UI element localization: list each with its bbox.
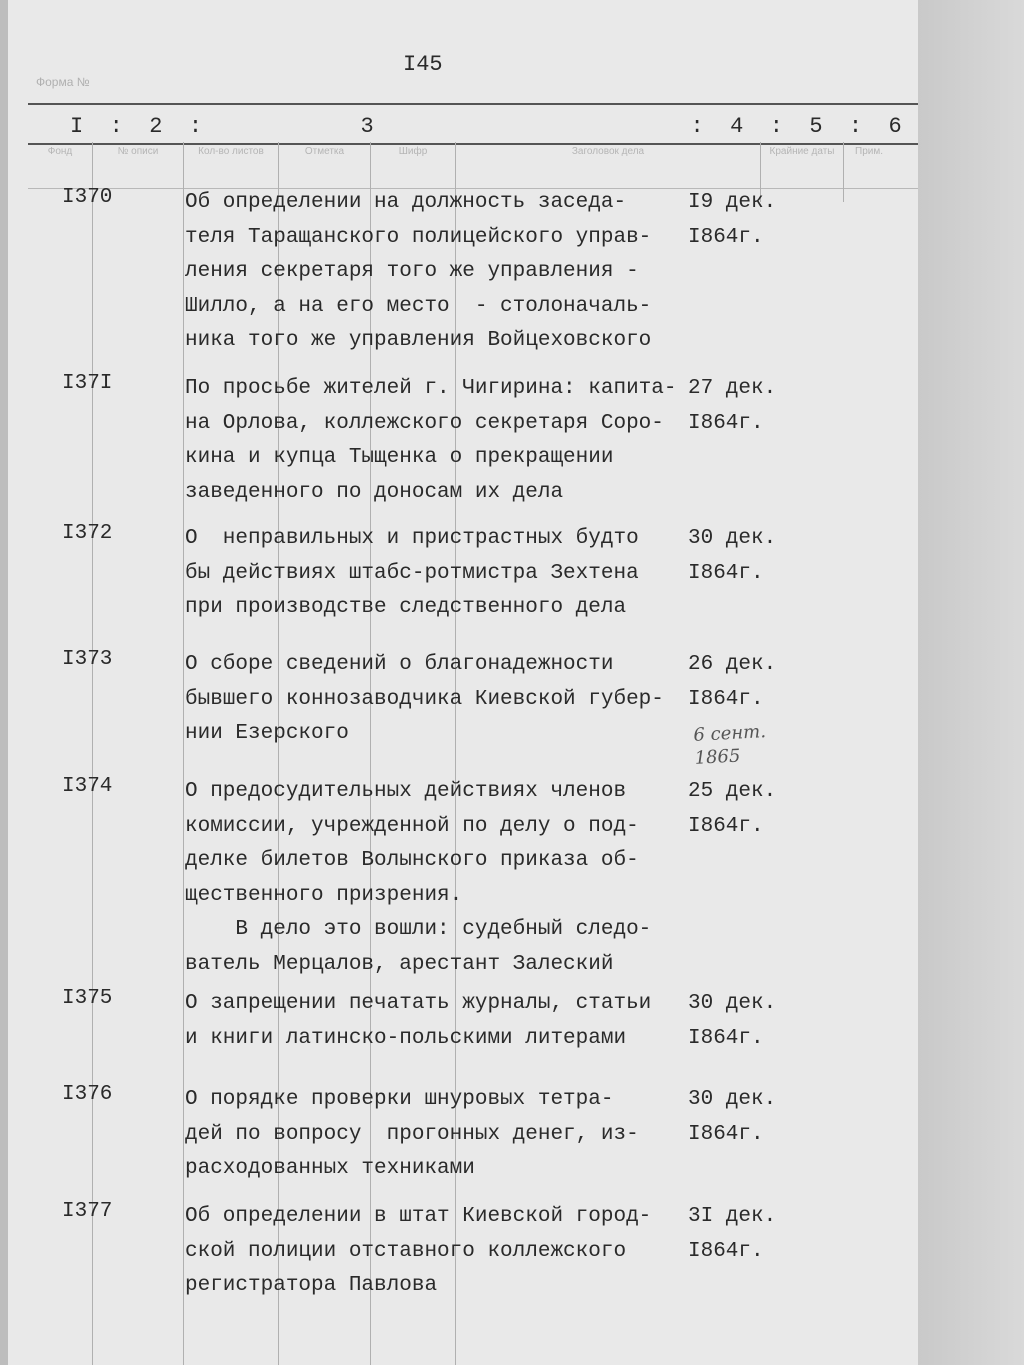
form-label: Форма № (36, 75, 90, 89)
entry-title-line: О неправильных и пристрастных будто (185, 527, 639, 550)
entry-title-line: О предосудительных действиях членов (185, 780, 627, 803)
entry-date-line: I864г. (688, 1026, 764, 1050)
entry-date-line: I864г. (688, 687, 764, 711)
column-numbers: I : 2 : 3 : 4 : 5 : 6 (70, 114, 902, 139)
entry-date-line: I864г. (688, 411, 764, 435)
entry-title-line: По просьбе жителей г. Чигирина: капита- (185, 377, 677, 400)
entry-title-line: дей по вопросу прогонных денег, из- (185, 1122, 639, 1146)
handwritten-note-line: 6 сент. (692, 721, 767, 746)
header-notes: Прим. (855, 146, 883, 157)
column-divider (92, 142, 93, 1365)
entry-title-line: щественного призрения. (185, 883, 463, 907)
entry-date (688, 987, 776, 1056)
header-fond: Фонд (47, 146, 73, 157)
entry-date-line: 26 дек. (688, 653, 777, 676)
handwritten-note (693, 720, 768, 770)
entry-date-line: 27 дек. (688, 377, 777, 400)
entry-title-line: заведенного по доносам их дела (185, 480, 564, 504)
entry-date-line: 30 дек. (688, 527, 777, 550)
entry-date-line: 25 дек. (688, 780, 777, 803)
entry-title-line: бы действиях штабс-ротмистра Зехтена (185, 561, 639, 585)
header-sheets: Кол-во листов (198, 146, 264, 157)
entry-date-line: 30 дек. (688, 992, 777, 1015)
page-edge (918, 0, 1024, 1365)
entry-date-line: 3I дек. (688, 1205, 777, 1228)
entry-title-line: О запрещении печатать журналы, статьи (185, 992, 652, 1015)
entry-title-line: ватель Мерцалов, арестант Залеский (185, 952, 614, 976)
entry-title-line: регистратора Павлова (185, 1274, 438, 1297)
entry-title (185, 1200, 651, 1304)
entry-number: I37I (62, 372, 113, 395)
header-mark: Отметка (304, 146, 345, 157)
entry-date-line: I864г. (688, 225, 764, 249)
header-rule-top (28, 103, 928, 105)
entry-title (185, 648, 664, 752)
entry-number: I377 (62, 1200, 113, 1223)
entry-title-line: ской полиции отставного коллежского (185, 1239, 627, 1263)
entry-date-line: I864г. (688, 1122, 764, 1146)
header-opis: № описи (117, 146, 159, 157)
entry-title-line: Об определении на должность заседа- (185, 191, 627, 214)
entry-date-line: I9 дек. (688, 191, 777, 214)
column-divider (183, 142, 184, 1365)
header-code: Шифр (398, 146, 428, 157)
entry-title-line: ления секретаря того же управления - (185, 260, 639, 283)
entry-title-line: нии Езерского (185, 722, 349, 745)
entry-date-line: I864г. (688, 561, 764, 585)
entry-title-line: Об определении в штат Киевской город- (185, 1205, 652, 1228)
entry-date-line: I864г. (688, 1239, 764, 1263)
header-title: Заголовок дела (571, 146, 645, 157)
entry-title-line: и книги латинско-польскими литерами (185, 1026, 627, 1050)
entry-title-line: В дело это вошли: судебный следо- (185, 918, 652, 941)
entry-date (688, 1083, 776, 1152)
entry-date (688, 372, 776, 441)
entry-title-line: Шилло, а на его место - столоначаль- (185, 294, 652, 318)
entry-title-line: теля Таращанского полицейского управ- (185, 225, 652, 249)
header-rule-middle (28, 143, 928, 145)
entry-title-line: комиссии, учрежденной по делу о под- (185, 814, 639, 838)
entry-title (185, 522, 639, 626)
entry-number: I376 (62, 1083, 113, 1106)
entry-title-line: делке билетов Волынского приказа об- (185, 849, 639, 872)
entry-title-line: ника того же управления Войцеховского (185, 329, 652, 352)
entry-title-line: на Орлова, коллежского секретаря Соро- (185, 411, 664, 435)
entry-number: I374 (62, 775, 113, 798)
entry-number: I375 (62, 987, 113, 1010)
entry-title-line: бывшего коннозаводчика Киевской губер- (185, 687, 664, 711)
entry-title (185, 775, 651, 982)
entry-title (185, 987, 651, 1056)
page-number: I45 (403, 52, 443, 77)
entry-title-line: О сборе сведений о благонадежности (185, 653, 614, 676)
entry-date (688, 1200, 776, 1269)
entry-number: I373 (62, 648, 113, 671)
entry-number: I372 (62, 522, 113, 545)
entry-title-line: О порядке проверки шнуровых тетра- (185, 1088, 614, 1111)
entry-date (688, 648, 776, 717)
entry-date (688, 775, 776, 844)
entry-date-line: 30 дек. (688, 1088, 777, 1111)
entry-date (688, 522, 776, 591)
entry-title (185, 1083, 639, 1187)
entry-date-line: I864г. (688, 814, 764, 838)
entry-number: I370 (62, 186, 113, 209)
handwritten-note-line: 1865 (694, 745, 741, 769)
header-dates: Крайние даты (769, 146, 835, 157)
entry-title-line: при производстве следственного дела (185, 596, 627, 619)
entry-title (185, 372, 676, 510)
entry-title-line: расходованных техниками (185, 1157, 475, 1180)
entry-date (688, 186, 776, 255)
entry-title-line: кина и купца Тыщенка о прекращении (185, 446, 614, 469)
entry-title (185, 186, 651, 359)
